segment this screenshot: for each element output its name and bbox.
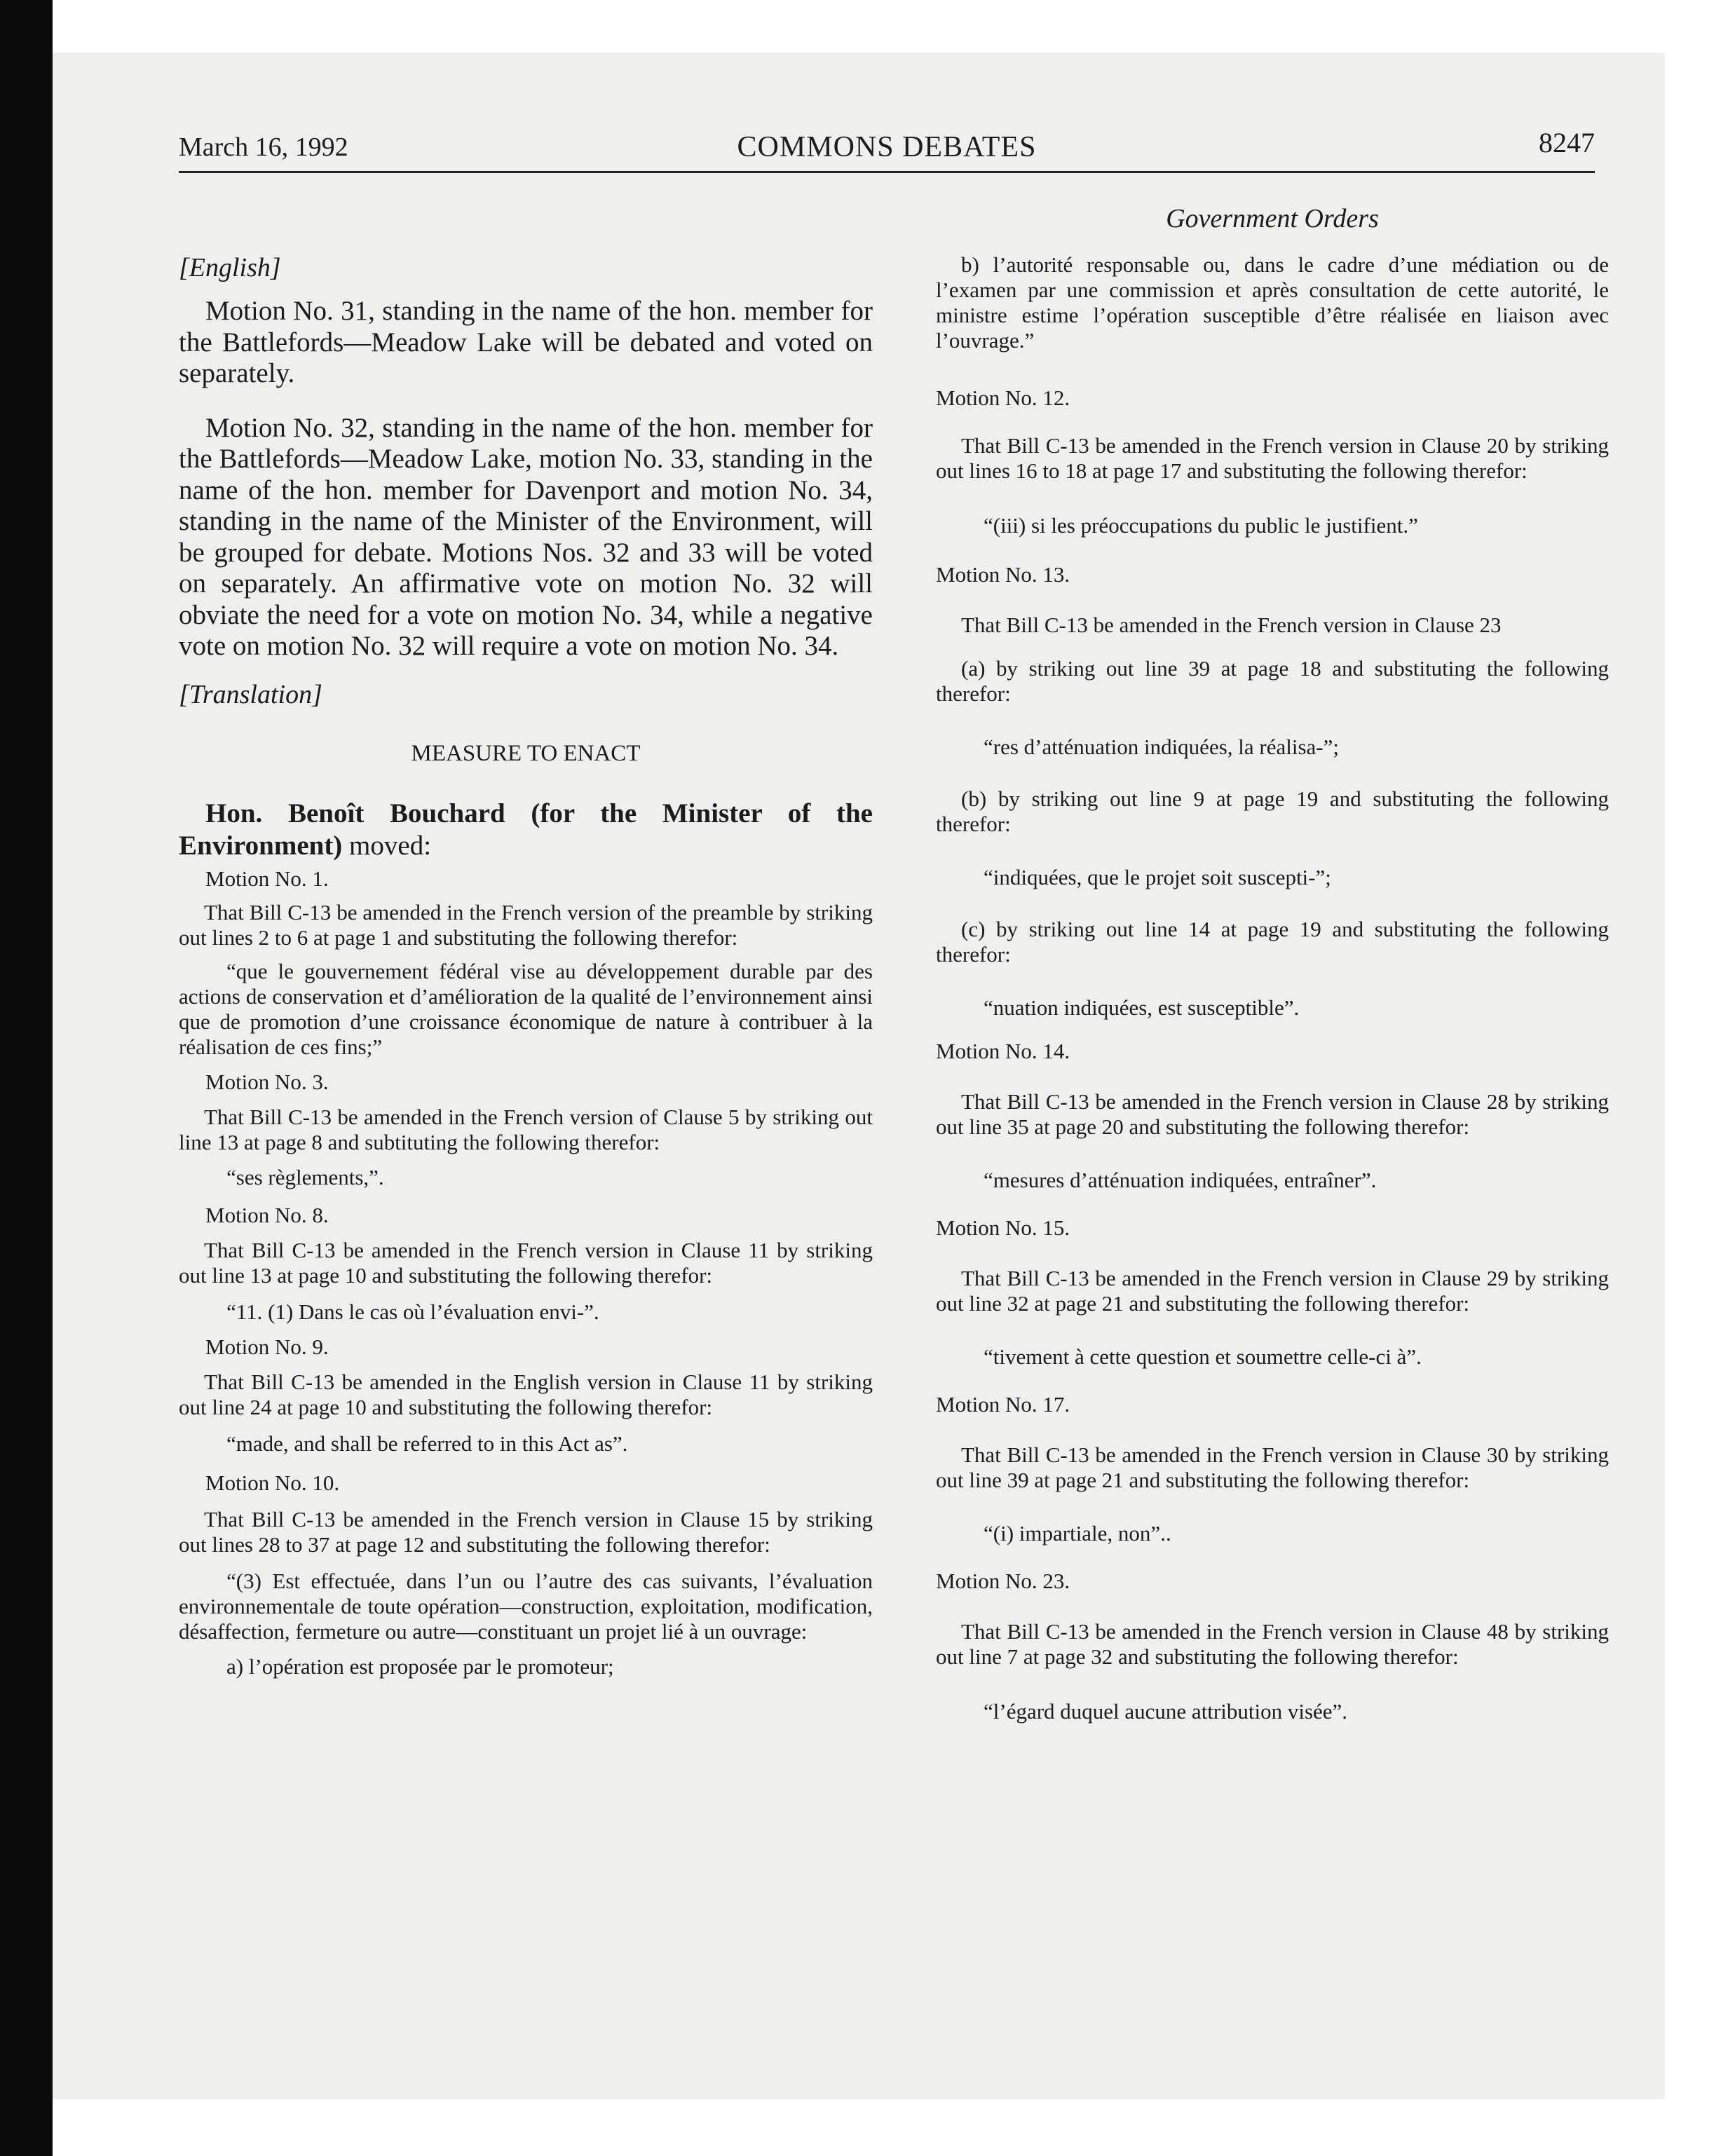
running-header xyxy=(179,125,1595,174)
speaker-name: Hon. Benoît Bouchard (for the Minister of the Environment) xyxy=(179,798,873,861)
motion-subclause: (a) by striking out line 39 at page 18 and substituting the following therefor: xyxy=(936,656,1609,706)
motion-subclause: (b) by striking out line 9 at page 19 and substituting the following therefor: xyxy=(936,786,1609,836)
motion-text: That Bill C-13 be amended in the French version in Clause 28 by striking out line 35 at page 20 and substituting the following therefor: xyxy=(936,1089,1609,1139)
scan-margin xyxy=(53,0,1735,53)
motion-quote: “mesures d’atténuation indiquées, entraîner”. xyxy=(984,1168,1377,1192)
motion-quote: “nuation indiquées, est susceptible”. xyxy=(984,995,1300,1020)
motion-label: Motion No. 17. xyxy=(936,1392,1070,1417)
motion-text: That Bill C-13 be amended in the French version of Clause 5 by striking out line 13 at page 8 and subtituting the following therefor: xyxy=(179,1104,873,1154)
motion-quote: “que le gouvernement fédéral vise au développement durable par des actions de conservation et d’amélioration de la qualité de l’environnement ainsi que de promotion d’une croissance économique de nature à contribuer à la réalisation de ces fins;” xyxy=(179,958,873,1059)
right-column xyxy=(936,189,1609,1724)
header-rule xyxy=(179,171,1595,173)
motion-quote: “indiquées, que le projet soit suscepti-”; xyxy=(984,865,1331,889)
header-title: COMMONS DEBATES xyxy=(737,131,1037,163)
motion-label: Motion No. 12. xyxy=(936,386,1070,410)
motion-label: Motion No. 3. xyxy=(205,1069,329,1094)
motion-quote: “(3) Est effectuée, dans l’un ou l’autre des cas suivants, l’évaluation environnementale de toute opération—construction, exploitation, modification, désaffection, fermeture ou autre—constituant un projet lié à un ouvrage: xyxy=(179,1568,873,1644)
page-number: 8247 xyxy=(1539,127,1595,158)
language-tag-translation: [Translation] xyxy=(179,679,322,709)
motion-quote: “(i) impartiale, non”.. xyxy=(984,1521,1171,1546)
motion-subclause: (c) by striking out line 14 at page 19 and substituting the following therefor: xyxy=(936,917,1609,967)
motion-label: Motion No. 8. xyxy=(205,1202,329,1227)
motion-quote: “(iii) si les préoccupations du public le justifient.” xyxy=(984,513,1418,538)
motion-text: That Bill C-13 be amended in the French version in Clause 23 xyxy=(961,613,1502,637)
motion-text: That Bill C-13 be amended in the French version in Clause 20 by striking out lines 16 to 18 at page 17 and substituting the following therefor: xyxy=(936,433,1609,483)
header-date: March 16, 1992 xyxy=(179,132,348,162)
paragraph-motion-31: Motion No. 31, standing in the name of the hon. member for the Battlefords—Meadow Lake will be debated and voted on separately. xyxy=(179,296,873,388)
motion-label: Motion No. 9. xyxy=(205,1334,329,1359)
motion-label: Motion No. 14. xyxy=(936,1039,1070,1063)
motion-quote: “res d’atténuation indiquées, la réalisa-”; xyxy=(984,735,1339,759)
motion-label: Motion No. 10. xyxy=(205,1470,340,1495)
motion-text: That Bill C-13 be amended in the French version in Clause 30 by striking out line 39 at page 21 and substituting the following therefor: xyxy=(936,1442,1609,1492)
motion-label: Motion No. 23. xyxy=(936,1569,1070,1593)
speaker-line xyxy=(179,798,873,862)
motion-quote-item: a) l’opération est proposée par le promoteur; xyxy=(226,1653,614,1679)
motion-label: Motion No. 15. xyxy=(936,1215,1070,1240)
clause-continuation: b) l’autorité responsable ou, dans le cadre d’une médiation ou de l’examen par une commission et après consultation de cette autorité, le ministre estime l’opération susceptible d’être réalisée en liaison avec l’ouvrage.” xyxy=(936,252,1609,353)
motion-quote: “l’égard duquel aucune attribution visée”. xyxy=(984,1699,1348,1724)
section-title: Government Orders xyxy=(1166,204,1379,233)
section-heading: MEASURE TO ENACT xyxy=(411,740,641,766)
motion-text: That Bill C-13 be amended in the French version in Clause 15 by striking out lines 28 to 37 at page 12 and substituting the following therefor: xyxy=(179,1506,873,1557)
speaker-action: moved: xyxy=(342,830,432,861)
motion-quote: “11. (1) Dans le cas où l’évaluation envi-”. xyxy=(226,1299,599,1324)
motion-text: That Bill C-13 be amended in the French version in Clause 48 by striking out line 7 at page 32 and substituting the following therefor: xyxy=(936,1619,1609,1669)
language-tag-english: [English] xyxy=(179,253,281,282)
motion-quote: “tivement à cette question et soumettre celle-ci à”. xyxy=(984,1344,1422,1369)
motion-text: That Bill C-13 be amended in the English version in Clause 11 by striking out line 24 at page 10 and substituting the following therefor: xyxy=(179,1369,873,1419)
motion-text: That Bill C-13 be amended in the French version in Clause 11 by striking out line 13 at page 10 and substituting the following therefor: xyxy=(179,1237,873,1288)
motion-text: That Bill C-13 be amended in the French version of the preamble by striking out lines 2 to 6 at page 1 and substituting the following therefor: xyxy=(179,899,873,950)
left-column xyxy=(179,189,873,1679)
motion-label: Motion No. 1. xyxy=(205,866,329,891)
motion-quote: “ses règlements,”. xyxy=(226,1164,384,1189)
motion-label: Motion No. 13. xyxy=(936,562,1070,587)
motion-text: That Bill C-13 be amended in the French version in Clause 29 by striking out line 32 at page 21 and substituting the following therefor: xyxy=(936,1266,1609,1316)
scan-border xyxy=(0,0,53,2156)
motion-quote: “made, and shall be referred to in this Act as”. xyxy=(226,1431,628,1456)
paragraph-motions-32-34: Motion No. 32, standing in the name of the hon. member for the Battlefords—Meadow Lake, motion No. 33, standing in the name of the hon. member for Davenport and motion No. 34, standing in the name of the Minister of the Environment, will be grouped for debate. Motions Nos. 32 and 33 will be voted on separately. An affirmative vote on motion No. 32 will obviate the need for a vote on motion No. 34, while a negative vote on motion No. 32 will require a vote on motion No. 34. xyxy=(179,412,873,661)
